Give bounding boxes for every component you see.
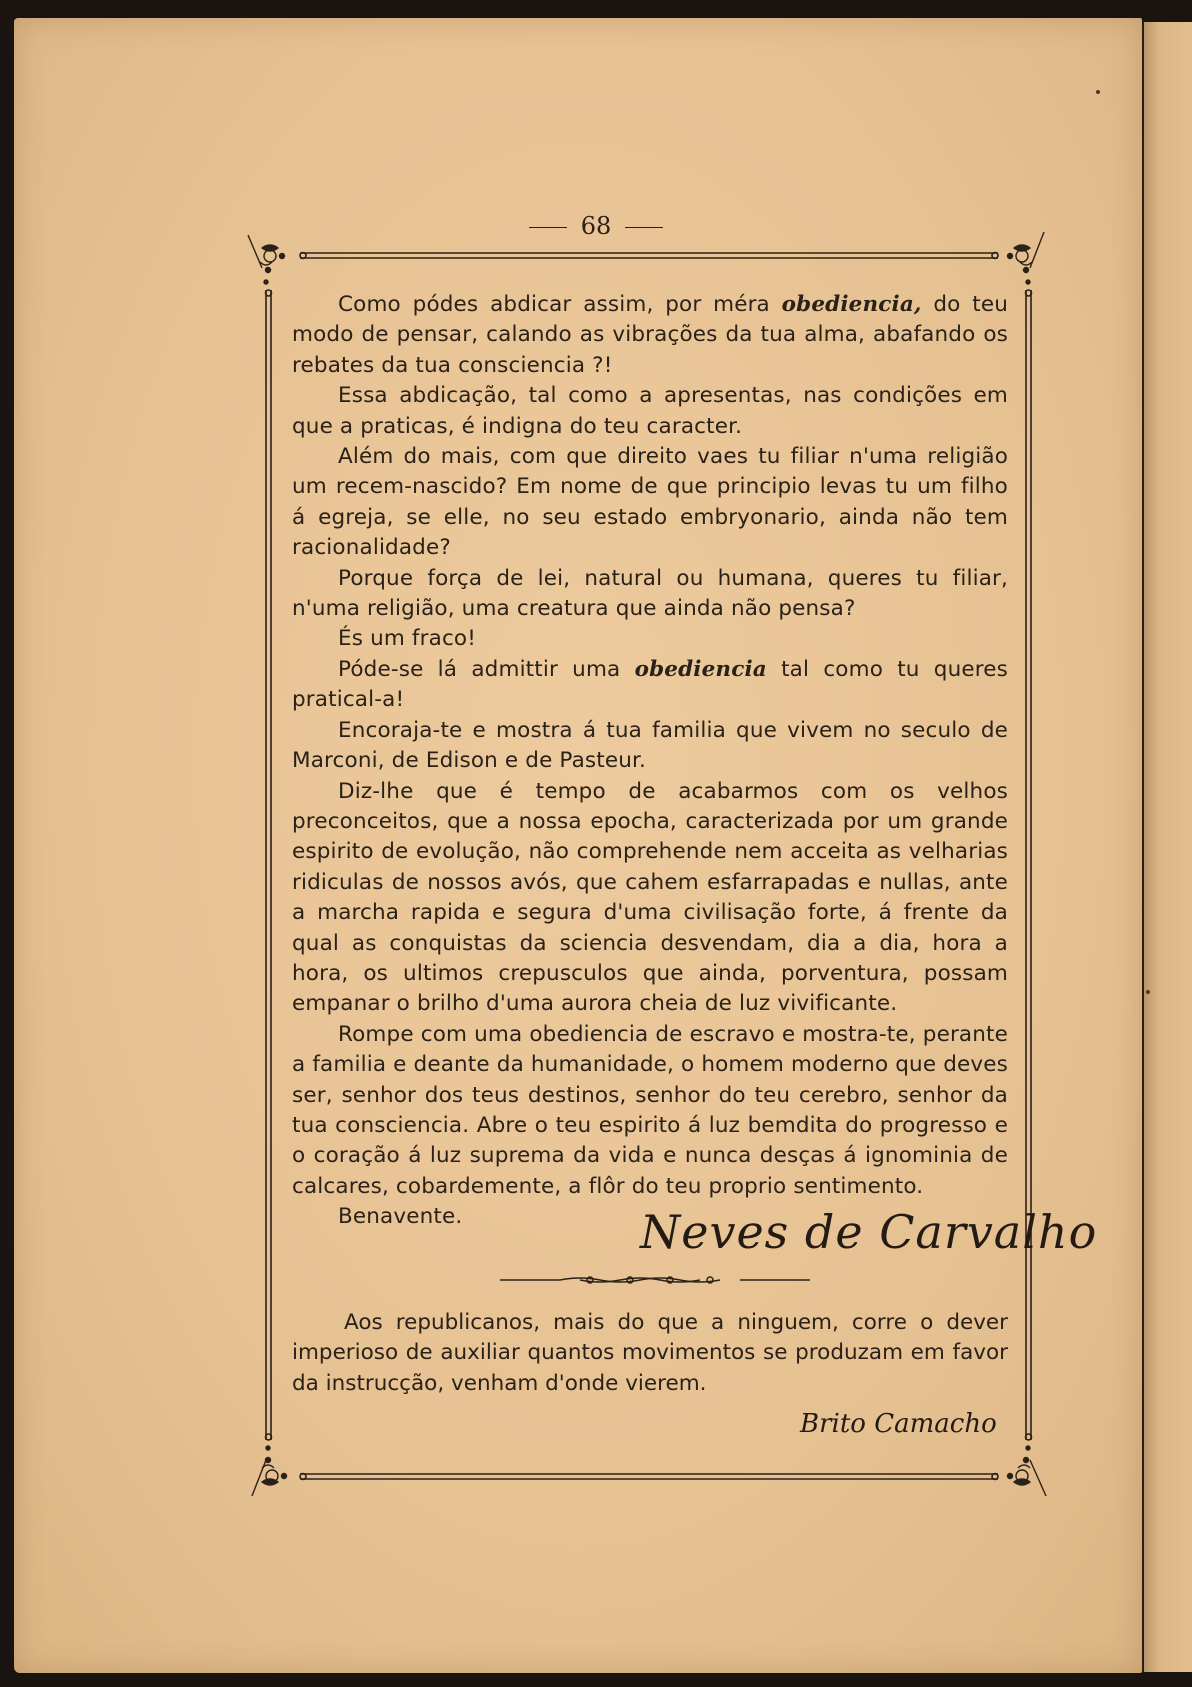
paper-spot <box>1096 90 1100 94</box>
paragraph-6-text: Póde-se lá admittir uma <box>338 656 635 682</box>
paragraph-8-text: Diz-lhe que é tempo de acabarmos com os velhos preconceitos, que a nossa epocha, caracterizada por um grande espirito de evolução, não comprehende nem acceita as velharias ridiculas de nossos avós, que cahem esfarrapadas e nullas, ante a marcha rapida e segura d'uma civilisação forte, á frente da qual as conquistas da sciencia desvendam, dia a dia, hora a hora, os ultimos crepusculos que ainda, porventura, possam empanar o brilho d'uma aurora cheia de luz vivificante. <box>292 778 1008 1017</box>
paragraph-1-emphasis: obediencia, <box>781 292 922 317</box>
paragraph-6-emphasis: obediencia <box>634 656 767 682</box>
paragraph-1 <box>292 290 1008 381</box>
paragraph-9 <box>292 1020 1008 1202</box>
paragraph-7-text: Encoraja-te e mostra á tua familia que vivem no seculo de Marconi, de Edison e de Pasteur. <box>292 717 1008 774</box>
paragraph-1-text-end: do teu modo de pensar, calando as vibrações da tua alma, abafando os rebates da tua consciencia ?! <box>292 292 1008 378</box>
signature-brito-camacho: Brito Camacho <box>800 1409 997 1439</box>
paragraph-8 <box>292 777 1008 1020</box>
paragraph-2-text: Essa abdicação, tal como a apresentas, nas condições em que a praticas, é indigna do teu caracter. <box>292 383 1008 439</box>
article-body <box>292 290 1008 1233</box>
paragraph-4 <box>292 564 1008 625</box>
corner-ornament-top-left <box>248 235 285 284</box>
corner-ornament-bottom-left <box>252 1446 287 1496</box>
paragraph-3-text: Além do mais, com que direito vaes tu filiar n'uma religião um recem-nascido? Em nome de que principio levas tu um filho á egreja, se elle, no seu estado embryonario, ainda não tem racionalidade? <box>292 444 1008 561</box>
corner-ornament-bottom-right <box>1008 1446 1047 1496</box>
signature-neves-de-carvalho: Neves de Carvalho <box>640 1205 1098 1259</box>
corner-ornament-top-right <box>1008 232 1045 284</box>
page-number-text: 68 <box>580 212 612 240</box>
quote-block <box>292 1308 1008 1399</box>
paragraph-6-text-end: tal como tu queres pratical-a! <box>292 656 1008 713</box>
quote-text: Aos republicanos, mais do que a ninguem, corre o dever imperioso de auxiliar quantos movimentos se produzam em favor da instrucção, venham d'onde vierem. <box>292 1310 1008 1396</box>
paragraph-10-text: Benavente. <box>338 1204 463 1230</box>
paragraph-4-text: Porque força de lei, natural ou humana, queres tu filiar, n'uma religião, uma creatura que ainda não pensa? <box>292 565 1008 622</box>
decorative-separator <box>500 1270 810 1290</box>
paragraph-7 <box>292 716 1008 777</box>
paragraph-3 <box>292 442 1008 564</box>
paragraph-1-text: Como pódes abdicar assim, por méra <box>338 292 782 317</box>
paper-spot <box>1146 990 1150 994</box>
paragraph-6 <box>292 655 1008 716</box>
paragraph-5-text: És um fraco! <box>338 626 477 652</box>
paragraph-5 <box>292 624 1008 654</box>
paragraph-9-text: Rompe com uma obediencia de escravo e mostra-te, perante a familia e deante da humanidade, o homem moderno que deves ser, senhor dos teus destinos, senhor do teu cerebro, senhor da tua consciencia. Abre o teu espirito á luz bemdita do progresso e o coração á luz suprema da vida e nunca desças á ignominia de calcares, cobardemente, a flôr do teu proprio sentimento. <box>292 1021 1008 1199</box>
paragraph-2 <box>292 381 1008 442</box>
